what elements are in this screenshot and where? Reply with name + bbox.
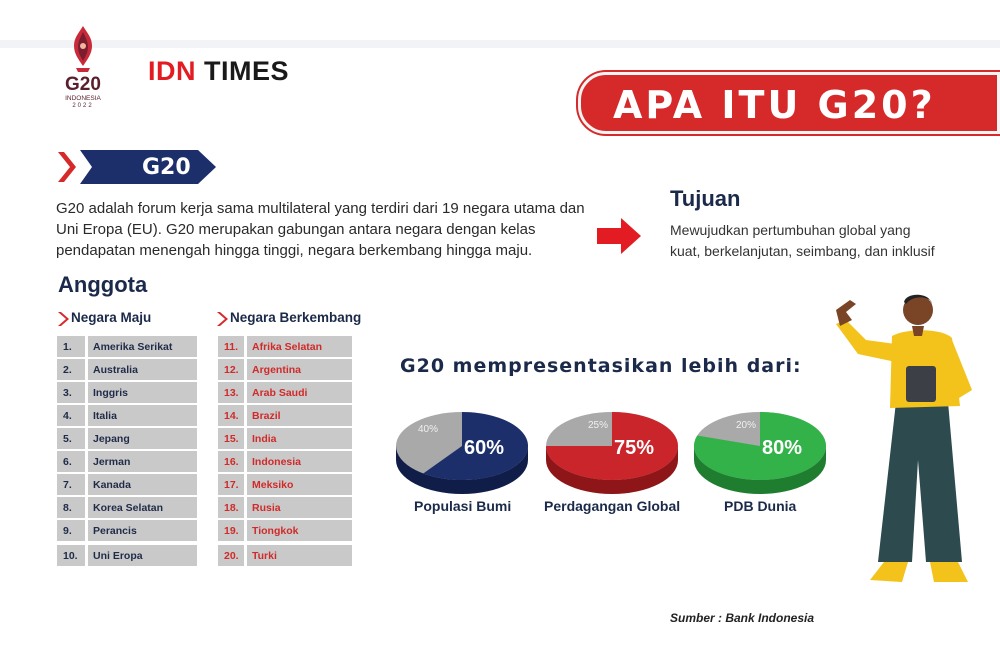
- top-divider: [0, 40, 1000, 48]
- row-number: 6.: [63, 456, 72, 468]
- row-divider: [244, 359, 247, 380]
- pie-main-value: 75%: [613, 437, 655, 459]
- pie-rest-value: 25%: [587, 420, 609, 431]
- banner-title: APA ITU G20?: [613, 83, 936, 127]
- arrow-right-icon: [597, 218, 641, 254]
- logo-title: G20: [65, 74, 101, 95]
- row-divider: [85, 382, 88, 403]
- row-number: 2.: [63, 364, 72, 376]
- table-row: [57, 451, 197, 472]
- g20-indonesia-logo: [52, 24, 114, 110]
- country-name: Rusia: [252, 502, 281, 514]
- logo-year: 2022: [72, 103, 94, 109]
- table-row: [218, 359, 352, 380]
- row-number: 11.: [224, 341, 239, 353]
- row-number: 19.: [224, 525, 239, 537]
- row-divider: [244, 382, 247, 403]
- country-name: Turki: [252, 550, 277, 562]
- country-name: Indonesia: [252, 456, 302, 468]
- row-number: 5.: [63, 433, 72, 445]
- g20-description: G20 adalah forum kerja sama multilateral yang terdiri dari 19 negara utama dan Uni Eropa (EU). G20 merupakan gabungan antara negara dengan kelas pendapatan menengah hingga tinggi, negara berkembang hingga maju.: [56, 200, 585, 259]
- country-name: Afrika Selatan: [252, 341, 323, 353]
- row-number: 15.: [224, 433, 239, 445]
- row-number: 4.: [63, 410, 72, 422]
- row-divider: [85, 474, 88, 495]
- row-divider: [85, 451, 88, 472]
- row-divider: [244, 428, 247, 449]
- table-row: [218, 497, 352, 518]
- country-name: Tiongkok: [252, 525, 299, 537]
- country-name: Italia: [93, 410, 117, 422]
- country-name: Jerman: [93, 456, 131, 468]
- row-number: 17.: [224, 479, 239, 491]
- country-name: Arab Saudi: [252, 387, 308, 399]
- table-row: [57, 382, 197, 403]
- country-name: Australia: [93, 364, 138, 376]
- table-row: [57, 428, 197, 449]
- row-number: 18.: [224, 502, 239, 514]
- chevron-right-icon: [216, 311, 228, 327]
- row-number: 8.: [63, 502, 72, 514]
- country-name: Brazil: [252, 410, 281, 422]
- pie-caption: Populasi Bumi: [414, 498, 512, 514]
- country-name: Korea Selatan: [93, 502, 164, 514]
- row-divider: [244, 336, 247, 357]
- presenter-person-illustration: [826, 290, 998, 590]
- country-name: Amerika Serikat: [93, 341, 173, 353]
- table-row: [218, 451, 352, 472]
- row-number: 12.: [224, 364, 239, 376]
- pie-caption: Perdagangan Global: [544, 498, 681, 514]
- country-name: Argentina: [252, 364, 302, 376]
- pie-chart: [537, 400, 687, 510]
- chevron-right-icon: [56, 150, 80, 184]
- row-divider: [85, 497, 88, 518]
- pie-rest-value: 40%: [417, 424, 439, 435]
- country-name: Meksiko: [252, 479, 294, 491]
- source-note: Sumber : Bank Indonesia: [670, 611, 815, 625]
- anggota-title: Anggota: [58, 272, 148, 297]
- country-name: Uni Eropa: [93, 550, 143, 562]
- table-row: [57, 474, 197, 495]
- row-number: 7.: [63, 479, 72, 491]
- row-divider: [244, 405, 247, 426]
- pie-chart: [387, 400, 537, 510]
- pie-chart: [685, 400, 835, 510]
- row-number: 14.: [224, 410, 239, 422]
- country-name: Perancis: [93, 525, 137, 537]
- country-name: Jepang: [93, 433, 130, 445]
- g20-emblem-icon: [52, 24, 114, 74]
- row-number: 9.: [63, 525, 72, 537]
- table-row: [218, 545, 352, 566]
- tujuan-text: Mewujudkan pertumbuhan global yang kuat, berkelanjutan, seimbang, dan inklusif: [670, 222, 935, 259]
- table-row: [57, 545, 197, 566]
- pie-rest-value: 20%: [735, 420, 757, 431]
- row-divider: [244, 474, 247, 495]
- row-number: 3.: [63, 387, 72, 399]
- row-number: 10.: [63, 550, 78, 562]
- row-number: 16.: [224, 456, 239, 468]
- row-divider: [244, 451, 247, 472]
- row-divider: [244, 545, 247, 566]
- negara-maju-label: Negara Maju: [71, 310, 152, 325]
- negara-berkembang-label: Negara Berkembang: [230, 310, 362, 325]
- represent-title: G20 mempresentasikan lebih dari:: [400, 355, 802, 377]
- title-banner: [578, 72, 1000, 134]
- table-row: [57, 497, 197, 518]
- table-row: [218, 520, 352, 541]
- row-divider: [244, 520, 247, 541]
- row-divider: [85, 428, 88, 449]
- row-divider: [85, 336, 88, 357]
- table-row: [218, 405, 352, 426]
- table-row: [57, 359, 197, 380]
- row-divider: [85, 520, 88, 541]
- table-row: [218, 336, 352, 357]
- row-divider: [85, 545, 88, 566]
- row-divider: [85, 405, 88, 426]
- table-row: [218, 382, 352, 403]
- row-number: 1.: [63, 341, 72, 353]
- pie-main-value: 80%: [761, 437, 803, 459]
- table-row: [57, 520, 197, 541]
- row-divider: [244, 497, 247, 518]
- row-number: 13.: [224, 387, 239, 399]
- table-row: [218, 428, 352, 449]
- country-name: Kanada: [93, 479, 131, 491]
- country-name: Inggris: [93, 387, 129, 399]
- pie-caption: PDB Dunia: [724, 498, 797, 514]
- row-number: 20.: [224, 550, 239, 562]
- row-divider: [85, 359, 88, 380]
- logo-subtitle: INDONESIA: [65, 95, 101, 102]
- table-row: [57, 336, 197, 357]
- brand-idn: IDN: [148, 56, 196, 86]
- tujuan-title: Tujuan: [670, 186, 741, 211]
- section-tag-label: G20: [142, 155, 191, 180]
- table-row: [57, 405, 197, 426]
- brand-times: TIMES: [204, 56, 290, 86]
- pie-main-value: 60%: [463, 437, 505, 459]
- idn-times-logo: [148, 56, 289, 87]
- table-row: [218, 474, 352, 495]
- chevron-right-icon: [57, 311, 69, 327]
- country-name: India: [252, 433, 277, 445]
